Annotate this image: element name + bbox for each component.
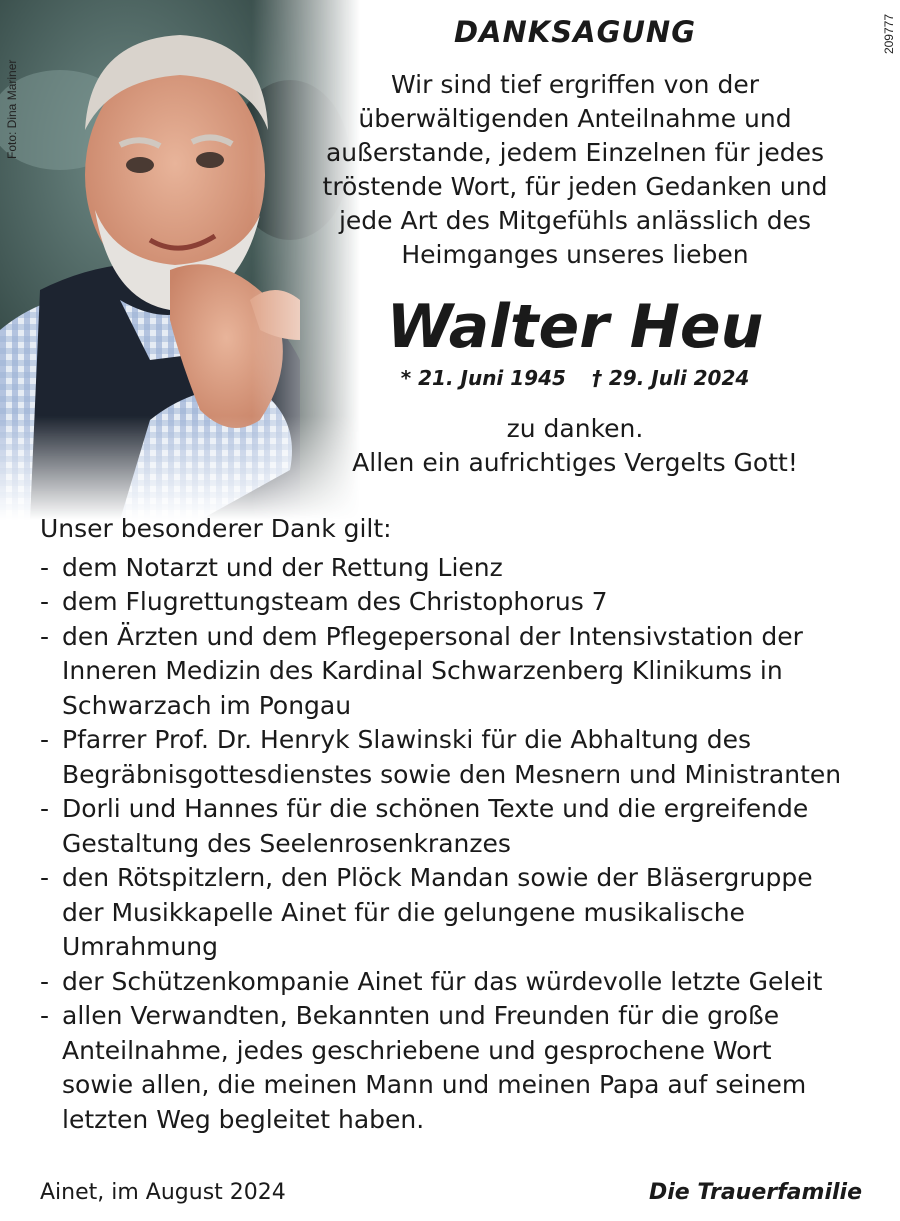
list-dash: - bbox=[40, 621, 50, 651]
list-item-line: letzten Weg begleitet haben. bbox=[62, 1104, 425, 1134]
intro-line: außerstande, jedem Einzelnen für jedes bbox=[325, 138, 825, 167]
list-item bbox=[40, 551, 880, 586]
place-date: Ainet, im August 2024 bbox=[40, 1180, 286, 1205]
photo-credit: Foto: Dina Mariner bbox=[5, 60, 19, 160]
intro-text bbox=[320, 68, 830, 272]
list-item-line: den Ärzten und dem Pflegepersonal der Intensivstation der bbox=[62, 621, 803, 651]
portrait-photo bbox=[0, 0, 360, 520]
thanks-line: Allen ein aufrichtiges Vergelts Gott! bbox=[352, 448, 798, 477]
thanks-text bbox=[320, 412, 830, 480]
list-item-line: der Schützenkompanie Ainet für das würdevolle letzte Geleit bbox=[62, 966, 823, 996]
list-item-line: Inneren Medizin des Kardinal Schwarzenberg Klinikums in bbox=[62, 656, 783, 685]
list-item-line: Dorli und Hannes für die schönen Texte und die ergreifende bbox=[62, 794, 809, 823]
list-item-line: Begräbnisgottesdienstes sowie den Mesnern und Ministranten bbox=[62, 759, 842, 789]
list-dash: - bbox=[40, 587, 50, 616]
special-thanks-lead: Unser besonderer Dank gilt: bbox=[40, 514, 392, 543]
list-item-line: der Musikkapelle Ainet für die gelungene musikalische bbox=[62, 897, 745, 927]
ad-id: 209777 bbox=[882, 14, 896, 55]
list-item-line: Pfarrer Prof. Dr. Henryk Slawinski für die Abhaltung des bbox=[62, 725, 752, 754]
intro-line: Heimganges unseres lieben bbox=[401, 240, 749, 269]
intro-line: jede Art des Mitgefühls anlässlich des bbox=[338, 206, 812, 235]
list-item bbox=[40, 620, 880, 724]
list-item-line: allen Verwandten, Bekannten und Freunden für die große bbox=[62, 1001, 780, 1030]
birth-date: * 21. Juni 1945 bbox=[400, 366, 566, 390]
header bbox=[320, 10, 830, 480]
list-item bbox=[40, 861, 880, 965]
list-item bbox=[40, 792, 880, 861]
intro-line: tröstende Wort, für jeden Gedanken und bbox=[322, 172, 828, 201]
list-item-line: dem Notarzt und der Rettung Lienz bbox=[62, 552, 503, 582]
list-dash: - bbox=[40, 1001, 50, 1030]
list-item-line: den Rötspitzlern, den Plöck Mandan sowie der Bläsergruppe bbox=[62, 863, 813, 892]
intro-line: überwältigenden Anteilnahme und bbox=[358, 104, 792, 133]
death-date: † 29. Juli 2024 bbox=[591, 366, 750, 390]
intro-line: Wir sind tief ergriffen von der bbox=[391, 70, 759, 99]
list-dash: - bbox=[40, 725, 50, 754]
list-item-line: sowie allen, die meinen Mann und meinen Papa auf seinem bbox=[62, 1070, 807, 1099]
list-item bbox=[40, 585, 880, 620]
list-item-line: Schwarzach im Pongau bbox=[62, 690, 352, 720]
list-dash: - bbox=[40, 552, 50, 582]
special-thanks-section bbox=[40, 512, 880, 1137]
list-item bbox=[40, 723, 880, 792]
list-dash: - bbox=[40, 966, 50, 996]
thanks-line: zu danken. bbox=[506, 414, 644, 443]
signature: Die Trauerfamilie bbox=[649, 1180, 862, 1205]
list-item bbox=[40, 999, 880, 1137]
deceased-name: Walter Heu bbox=[386, 292, 764, 362]
list-item-line: dem Flugrettungsteam des Christophorus 7 bbox=[62, 587, 608, 616]
list-dash: - bbox=[40, 863, 50, 892]
list-item-line: Gestaltung des Seelenrosenkranzes bbox=[62, 828, 511, 858]
list-item-line: Umrahmung bbox=[62, 932, 219, 961]
special-thanks-list bbox=[40, 551, 880, 1138]
page-title: DANKSAGUNG bbox=[453, 15, 696, 49]
life-dates bbox=[320, 364, 830, 392]
list-item bbox=[40, 965, 880, 1000]
list-dash: - bbox=[40, 794, 50, 823]
list-item-line: Anteilnahme, jedes geschriebene und gesprochene Wort bbox=[62, 1035, 772, 1065]
